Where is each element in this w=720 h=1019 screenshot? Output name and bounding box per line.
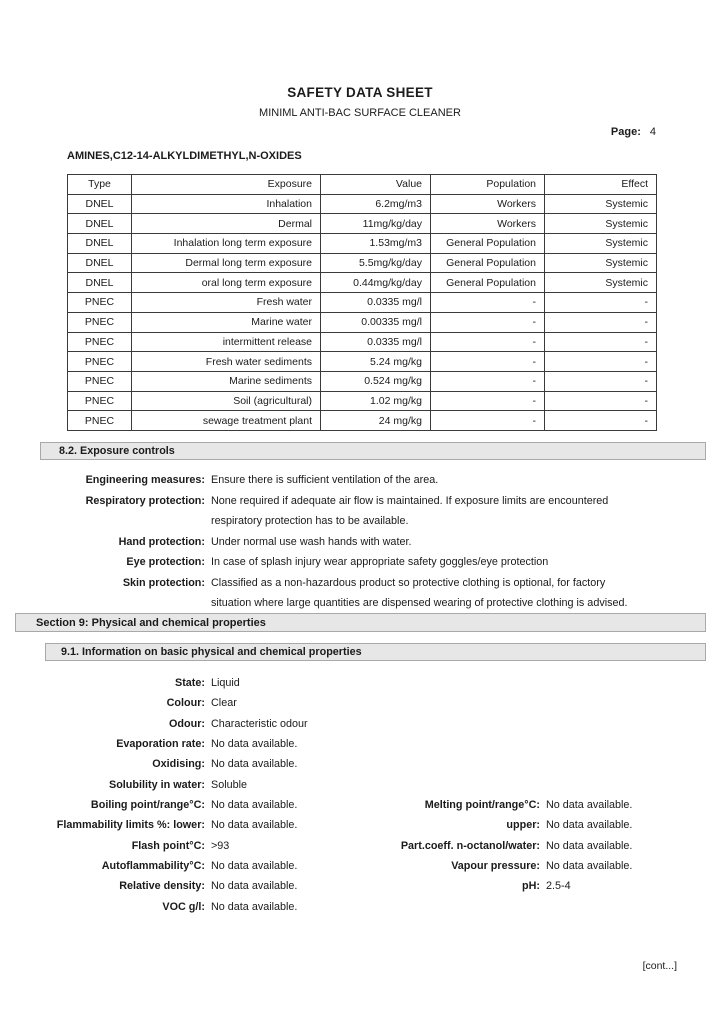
exposure-table-cell: 0.0335 mg/l bbox=[321, 332, 431, 352]
exposure-table-cell: General Population bbox=[431, 253, 545, 273]
exposure-table-row bbox=[68, 312, 657, 332]
exposure-table-cell: DNEL bbox=[68, 234, 132, 254]
exposure-table-cell: Soil (agricultural) bbox=[132, 391, 321, 411]
exposure-table-cell: Systemic bbox=[545, 234, 657, 254]
exposure-table-cell: 0.0335 mg/l bbox=[321, 293, 431, 313]
exposure-table-row bbox=[68, 332, 657, 352]
field-value bbox=[211, 491, 608, 532]
property-value: No data available. bbox=[211, 738, 298, 751]
exposure-col-header: Type bbox=[68, 175, 132, 195]
section-8-2-heading: 8.2. Exposure controls bbox=[40, 442, 706, 460]
exposure-table-row bbox=[68, 234, 657, 254]
property-label: VOC g/l: bbox=[162, 900, 205, 913]
exposure-table-cell: 6.2mg/m3 bbox=[321, 194, 431, 214]
property-value: No data available. bbox=[546, 839, 633, 852]
physical-properties-fields bbox=[0, 673, 720, 917]
field-label: Hand protection: bbox=[118, 535, 205, 548]
property-label: Oxidising: bbox=[152, 758, 205, 771]
continuation-marker: [cont...] bbox=[642, 960, 677, 972]
exposure-table-row bbox=[68, 391, 657, 411]
exposure-field-row bbox=[0, 552, 720, 573]
page-number: 4 bbox=[649, 126, 656, 138]
property-row bbox=[0, 714, 720, 734]
exposure-table-cell: oral long term exposure bbox=[132, 273, 321, 293]
exposure-table-cell: PNEC bbox=[68, 352, 132, 372]
property-label: Relative density: bbox=[119, 880, 205, 893]
page-label: Page: bbox=[610, 126, 641, 138]
exposure-table-cell: PNEC bbox=[68, 371, 132, 391]
exposure-controls-fields bbox=[0, 470, 720, 614]
exposure-table-cell: 5.24 mg/kg bbox=[321, 352, 431, 372]
exposure-table-cell: Fresh water bbox=[132, 293, 321, 313]
exposure-table-cell: - bbox=[545, 293, 657, 313]
property-value: No data available. bbox=[211, 860, 298, 873]
exposure-table-cell: Dermal long term exposure bbox=[132, 253, 321, 273]
field-value-line: respiratory protection has to be available. bbox=[211, 515, 409, 527]
property-row bbox=[0, 673, 720, 693]
exposure-table-cell: - bbox=[545, 352, 657, 372]
exposure-table-cell: Fresh water sediments bbox=[132, 352, 321, 372]
exposure-col-header: Value bbox=[321, 175, 431, 195]
exposure-table-row bbox=[68, 273, 657, 293]
property-row bbox=[0, 693, 720, 713]
document-title: SAFETY DATA SHEET bbox=[287, 85, 433, 100]
exposure-col-header: Effect bbox=[545, 175, 657, 195]
exposure-table-cell: - bbox=[431, 411, 545, 431]
exposure-table-cell: PNEC bbox=[68, 332, 132, 352]
exposure-table-cell: 0.00335 mg/l bbox=[321, 312, 431, 332]
property-row bbox=[0, 775, 720, 795]
exposure-table-cell: Systemic bbox=[545, 253, 657, 273]
property-row bbox=[0, 815, 720, 835]
exposure-table-cell: - bbox=[545, 312, 657, 332]
property-row bbox=[0, 876, 720, 896]
property-label: Evaporation rate: bbox=[116, 738, 205, 751]
property-value: Liquid bbox=[211, 677, 240, 689]
exposure-table-cell: - bbox=[431, 391, 545, 411]
property-row bbox=[0, 795, 720, 815]
field-value-line: situation where large quantities are dispensed wearing of protective clothing is advised. bbox=[211, 597, 628, 609]
property-value: No data available. bbox=[211, 799, 298, 812]
exposure-table-cell: PNEC bbox=[68, 391, 132, 411]
exposure-table-cell: 1.02 mg/kg bbox=[321, 391, 431, 411]
field-value bbox=[211, 573, 628, 614]
exposure-table-cell: - bbox=[545, 332, 657, 352]
property-label: Melting point/range°C: bbox=[424, 799, 540, 812]
property-value: Characteristic odour bbox=[211, 717, 308, 730]
property-value: No data available. bbox=[546, 799, 633, 812]
field-value bbox=[211, 532, 411, 553]
exposure-table-cell: DNEL bbox=[68, 194, 132, 214]
exposure-table-cell: Workers bbox=[431, 214, 545, 234]
exposure-table-cell: General Population bbox=[431, 273, 545, 293]
exposure-table-cell: - bbox=[545, 371, 657, 391]
property-value: No data available. bbox=[211, 819, 298, 832]
property-value: Clear bbox=[211, 697, 237, 710]
property-row bbox=[0, 734, 720, 754]
exposure-table-cell: - bbox=[431, 332, 545, 352]
exposure-table-row bbox=[68, 194, 657, 214]
field-value bbox=[211, 470, 438, 491]
property-value: No data available. bbox=[546, 819, 633, 832]
exposure-table-cell: Marine sediments bbox=[132, 371, 321, 391]
property-value: No data available. bbox=[546, 860, 633, 873]
field-value-line: Classified as a non-hazardous product so protective clothing is optional, for factory bbox=[211, 576, 606, 589]
exposure-table-cell: - bbox=[431, 312, 545, 332]
substance-name: AMINES,C12-14-ALKYLDIMETHYL,N-OXIDES bbox=[67, 150, 302, 162]
property-label: Flammability limits %: lower: bbox=[56, 819, 205, 832]
exposure-table-cell: Systemic bbox=[545, 194, 657, 214]
exposure-table-cell: Systemic bbox=[545, 273, 657, 293]
property-value: No data available. bbox=[211, 900, 298, 913]
property-row bbox=[0, 836, 720, 856]
property-label: Solubility in water: bbox=[109, 778, 205, 791]
section-9-heading: Section 9: Physical and chemical properties bbox=[15, 613, 706, 632]
property-label: Part.coeff. n-octanol/water: bbox=[400, 839, 540, 852]
property-row bbox=[0, 754, 720, 774]
property-value: >93 bbox=[211, 839, 230, 852]
property-label: upper: bbox=[506, 819, 540, 832]
exposure-table-cell: 0.44mg/kg/day bbox=[321, 273, 431, 293]
property-row bbox=[0, 897, 720, 917]
field-value-line: Under normal use wash hands with water. bbox=[211, 535, 412, 548]
property-value: Soluble bbox=[211, 778, 248, 791]
exposure-field-row bbox=[0, 470, 720, 491]
exposure-table-cell: DNEL bbox=[68, 214, 132, 234]
property-label: State: bbox=[175, 677, 205, 689]
exposure-table-cell: - bbox=[545, 391, 657, 411]
exposure-table-cell: PNEC bbox=[68, 312, 132, 332]
exposure-table-cell: sewage treatment plant bbox=[132, 411, 321, 431]
exposure-table-row bbox=[68, 253, 657, 273]
field-label: Respiratory protection: bbox=[85, 494, 205, 507]
exposure-table-cell: Inhalation bbox=[132, 194, 321, 214]
exposure-table-cell: Inhalation long term exposure bbox=[132, 234, 321, 254]
exposure-table-cell: 5.5mg/kg/day bbox=[321, 253, 431, 273]
exposure-table-row bbox=[68, 352, 657, 372]
exposure-table-cell: PNEC bbox=[68, 293, 132, 313]
section-9-1-heading: 9.1. Information on basic physical and chemical properties bbox=[45, 643, 706, 661]
field-value-line: In case of splash injury wear appropriate safety goggles/eye protection bbox=[211, 556, 549, 568]
page-indicator bbox=[611, 126, 656, 138]
exposure-table-row bbox=[68, 411, 657, 431]
field-value-line: None required if adequate air flow is maintained. If exposure limits are encountered bbox=[211, 494, 609, 507]
property-value: 2.5-4 bbox=[546, 880, 571, 893]
field-value-line: Ensure there is sufficient ventilation of the area. bbox=[211, 474, 439, 486]
property-value: No data available. bbox=[211, 758, 298, 771]
exposure-table-cell: DNEL bbox=[68, 253, 132, 273]
exposure-table-cell: Workers bbox=[431, 194, 545, 214]
property-row bbox=[0, 856, 720, 876]
property-value: No data available. bbox=[211, 880, 298, 893]
exposure-table-cell: - bbox=[431, 293, 545, 313]
field-label: Engineering measures: bbox=[85, 474, 205, 486]
exposure-table-cell: intermittent release bbox=[132, 332, 321, 352]
exposure-table-cell: - bbox=[431, 371, 545, 391]
exposure-field-row bbox=[0, 491, 720, 532]
document-subtitle: MINIML ANTI-BAC SURFACE CLEANER bbox=[259, 107, 461, 119]
field-value bbox=[211, 552, 548, 573]
exposure-table-header-row bbox=[68, 175, 657, 195]
field-label: Eye protection: bbox=[126, 556, 205, 568]
exposure-table-head bbox=[68, 175, 657, 195]
exposure-table-cell: 24 mg/kg bbox=[321, 411, 431, 431]
exposure-table-row bbox=[68, 214, 657, 234]
property-label: pH: bbox=[522, 880, 540, 893]
exposure-table-cell: General Population bbox=[431, 234, 545, 254]
exposure-table-body bbox=[68, 194, 657, 430]
exposure-table-row bbox=[68, 371, 657, 391]
exposure-table-cell: PNEC bbox=[68, 411, 132, 431]
exposure-table-cell: 11mg/kg/day bbox=[321, 214, 431, 234]
property-label: Flash point°C: bbox=[131, 839, 205, 852]
exposure-table-cell: - bbox=[431, 352, 545, 372]
exposure-table-cell: DNEL bbox=[68, 273, 132, 293]
exposure-field-row bbox=[0, 532, 720, 553]
property-label: Colour: bbox=[166, 697, 205, 710]
exposure-col-header: Population bbox=[431, 175, 545, 195]
exposure-table-cell: Marine water bbox=[132, 312, 321, 332]
exposure-col-header: Exposure bbox=[132, 175, 321, 195]
exposure-table-cell: 0.524 mg/kg bbox=[321, 371, 431, 391]
exposure-table bbox=[67, 174, 657, 431]
exposure-table-cell: - bbox=[545, 411, 657, 431]
exposure-table-cell: Systemic bbox=[545, 214, 657, 234]
property-label: Boiling point/range°C: bbox=[90, 799, 205, 812]
exposure-table-cell: 1.53mg/m3 bbox=[321, 234, 431, 254]
property-label: Vapour pressure: bbox=[451, 860, 540, 873]
property-label: Autoflammability°C: bbox=[101, 860, 205, 873]
field-label: Skin protection: bbox=[122, 576, 205, 589]
exposure-table-cell: Dermal bbox=[132, 214, 321, 234]
exposure-table-row bbox=[68, 293, 657, 313]
exposure-field-row bbox=[0, 573, 720, 614]
property-label: Odour: bbox=[169, 717, 205, 730]
